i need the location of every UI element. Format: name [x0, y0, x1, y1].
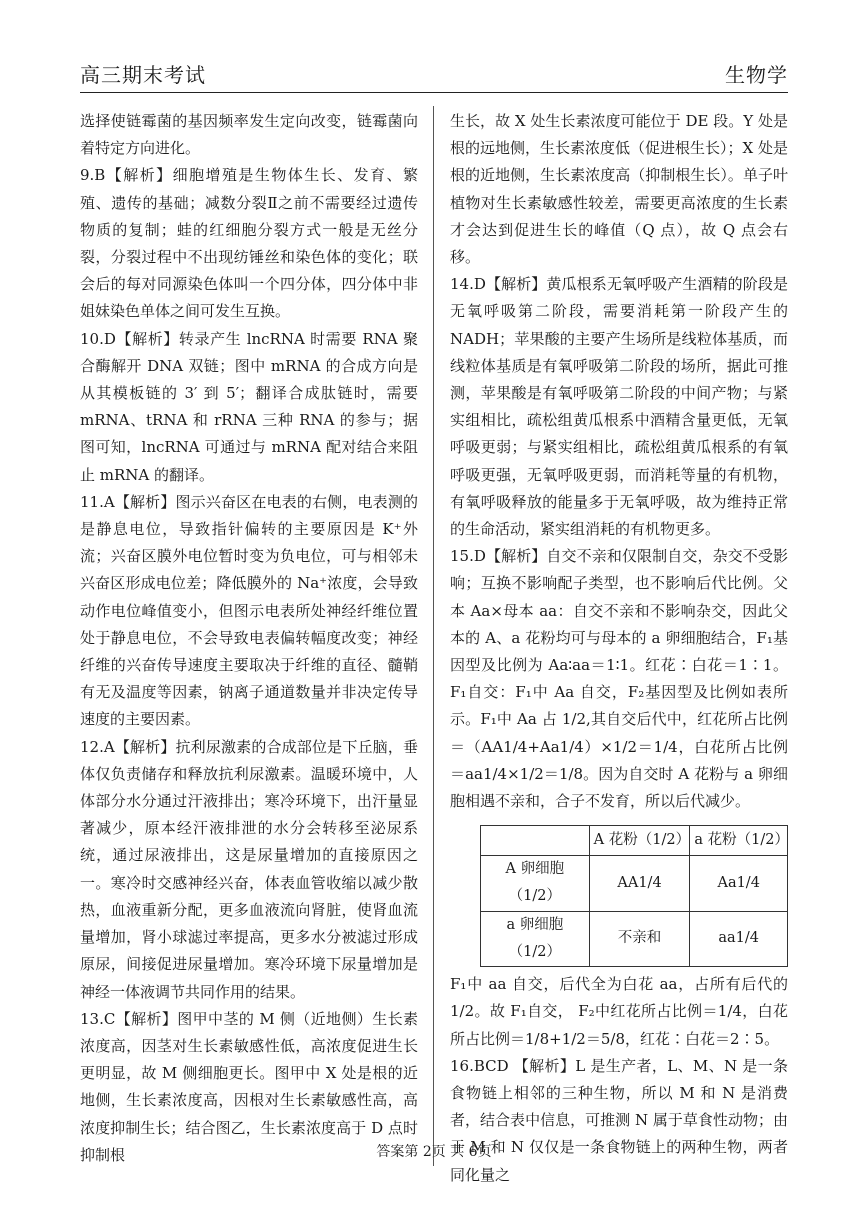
answer-10: 10.D【解析】转录产生 lncRNA 时需要 RNA 聚合酶解开 DNA 双链；图中 mRNA 的合成方向是从其模板链的 3′ 到 5′；翻译合成肽链时，需要 mRNA、tRNA 和 rRNA 三种 RNA 的参与；据图可知，lncRNA 可通过与 mRNA 配对结合来阻止 mRNA 的翻译。: [80, 329, 418, 484]
answer-16: 16.BCD 【解析】L 是生产者，L、M、N 是一条食物链上相邻的三种生物，所以 M 和 N 是消费者，结合表中信息，可推测 N 属于草食性动物；由于 M 和 N 仅仅是一条食物链上的两种生物，两者同化量之: [450, 1056, 788, 1184]
answer-9: 9.B【解析】细胞增殖是生物体生长、发育、繁殖、遗传的基础；减数分裂Ⅱ之前不需要经过遗传物质的复制；蛙的红细胞分裂方式一般是无丝分裂，分裂过程中不出现纺锤丝和染色体的变化；联会后的每对同源染色体叫一个四分体，四分体中非姐妹染色单体之间可发生互换。: [80, 166, 418, 321]
table-row: [481, 911, 788, 966]
answer-15: 15.D【解析】自交不亲和仅限制自交，杂交不受影响；互换不影响配子类型，也不影响后代比例。父本 Aa×母本 aa：自交不亲和不影响杂交，因此父本的 A、a 花粉均可与母本的 a 卵细胞结合，F₁基因型及比例为 Aa∶aa＝1∶1。红花∶白花＝1∶1。F₁自交：F₁中 Aa 自交，F₂基因型及比例如表所示。F₁中 Aa 占 1/2,其自交后代中，红花所占比例＝（AA1/4+Aa1/4）×1/2＝1/4，白花所占比例＝aa1/4×1/2＝1/8。因为自交时 A 花粉与 a 卵细胞相遇不亲和，合子不发育，所以后代减少。: [450, 547, 788, 811]
right-column: [450, 108, 788, 1189]
answer-13-cont: 生长，故 X 处生长素浓度可能位于 DE 段。Y 处是根的远地侧，生长素浓度低（促进根生长）；X 处是根的近地侧，生长素浓度高（抑制根生长）。单子叶植物对生长素敏感性较差，需要更高浓度的生长素才会达到促进生长的峰值（Q 点），故 Q 点会右移。: [450, 112, 788, 267]
answer-12: 12.A【解析】抗利尿激素的合成部位是下丘脑，垂体仅负责储存和释放抗利尿激素。温暖环境中，人体部分水分通过汗液排出；寒冷环境下，出汗量显著减少，原本经汗液排泄的水分会转移至泌尿系统，通过尿液排出，这是尿量增加的直接原因之一。寒冷时交感神经兴奋，体表血管收缩以减少散热，血液重新分配，更多血液流向肾脏，使肾血流量增加，肾小球滤过率提高，更多水分被滤过形成原尿，间接促进尿量增加。寒冷环境下尿量增加是神经一体液调节共同作用的结果。: [80, 737, 418, 1001]
exam-title: 高三期末考试: [80, 63, 206, 87]
table-cell: Aa1/4: [690, 856, 788, 911]
answer-14: 14.D【解析】黄瓜根系无氧呼吸产生酒精的阶段是无氧呼吸第二阶段，需要消耗第一阶段产生的 NADH；苹果酸的主要产生场所是线粒体基质，而线粒体基质是有氧呼吸第二阶段的场所，据此可推测，苹果酸是有氧呼吸第二阶段的中间产物；与紧实组相比，疏松组黄瓜根系中酒精含量更低，无氧呼吸更弱；与紧实组相比，疏松组黄瓜根系的有氧呼吸更强，无氧呼吸更弱，而消耗等量的有机物，有氧呼吸释放的能量多于无氧呼吸，故为维持正常的生命活动，紧实组消耗的有机物更多。: [450, 275, 788, 539]
genotype-table: [480, 825, 788, 967]
table-cell: A 卵细胞（1/2）: [481, 856, 590, 911]
subject-title: 生物学: [725, 63, 788, 87]
answer-13: 13.C【解析】图甲中茎的 M 侧（近地侧）生长素浓度高，因茎对生长素敏感性低，高浓度促进生长更明显，故 M 侧细胞更长。图甲中 X 处是根的近地侧，生长素浓度高，因根对生长素敏感性高，高浓度抑制生长；结合图乙，生长素浓度高于 D 点时抑制根: [80, 1009, 418, 1164]
table-cell: 不亲和: [589, 911, 690, 966]
answer-11: 11.A【解析】图示兴奋区在电表的右侧，电表测的是静息电位，导致指针偏转的主要原因是 K⁺外流；兴奋区膜外电位暂时变为负电位，可与相邻未兴奋区形成电位差；降低膜外的 Na⁺浓度，会导致动作电位峰值变小，但图示电表所处神经纤维位置处于静息电位，不会导致电表偏转幅度改变；神经纤维的兴奋传导速度主要取决于纤维的直径、髓鞘有无及温度等因素，钠离子通道数量并非决定传导速度的主要因素。: [80, 492, 418, 729]
table-cell: [481, 826, 590, 856]
page-footer: 答案第 2页 共 6页: [376, 1144, 492, 1160]
answer-15-cont: F₁中 aa 自交，后代全为白花 aa，占所有后代的 1/2。故 F₁自交， F₂中红花所占比例＝1/4，白花所占比例＝1/8+1/2＝5/8，红花∶白花＝2∶5。: [450, 975, 788, 1048]
left-column: [80, 108, 418, 1169]
column-divider: [433, 106, 434, 1166]
answer-paragraph: 选择使链霉菌的基因频率发生定向改变，链霉菌向着特定方向进化。: [80, 112, 418, 158]
table-cell: A 花粉（1/2）: [589, 826, 690, 856]
page-header: [80, 52, 788, 93]
table-row: [481, 856, 788, 911]
table-cell: aa1/4: [690, 911, 788, 966]
table-cell: AA1/4: [589, 856, 690, 911]
table-row: [481, 826, 788, 856]
table-cell: a 卵细胞（1/2）: [481, 911, 590, 966]
table-cell: a 花粉（1/2）: [690, 826, 788, 856]
